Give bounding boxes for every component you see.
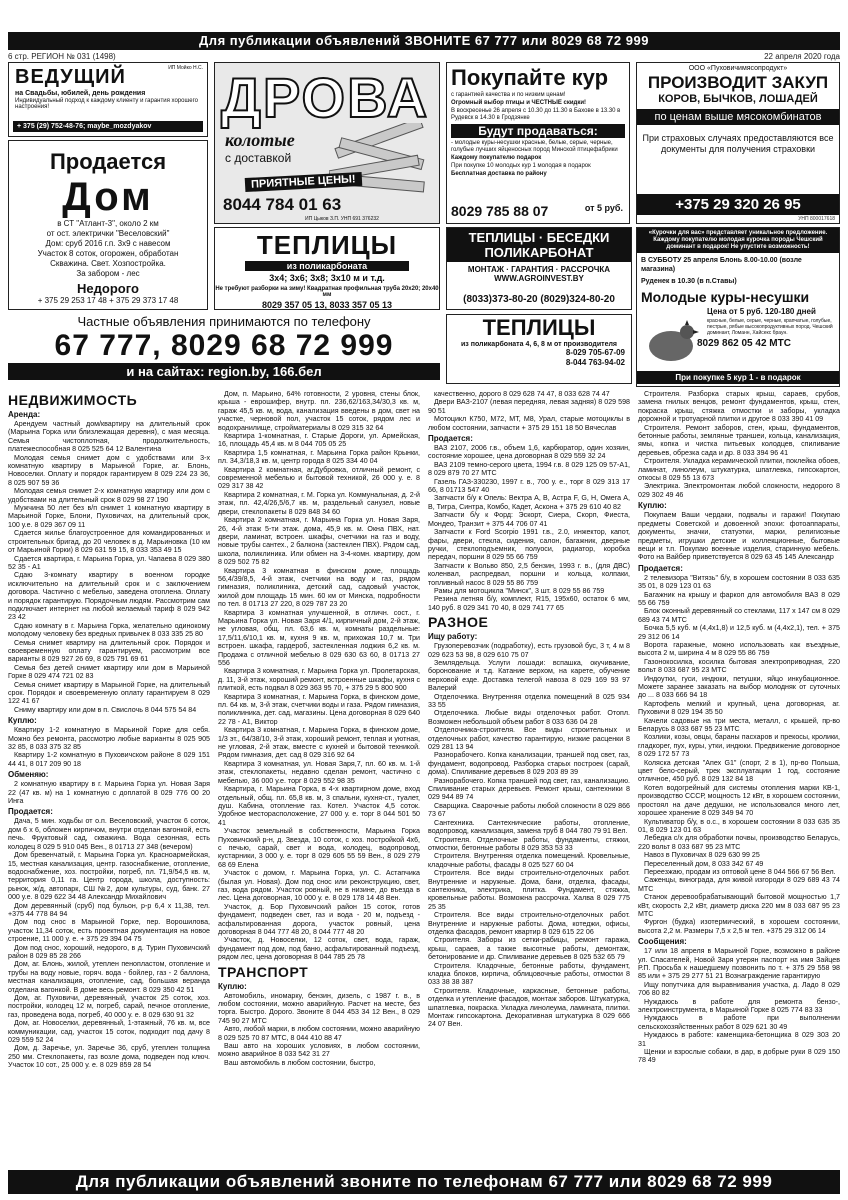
- classified-ad: Квартира 3 комнатная, г. Марьина Горка ул. Пролетарская, д. 11, 3-й этаж, хороший ремонт, встроенные шкафы, кухня с плиткой, есть подвал 8 029 363 95 70, + 375 29 5 800 900: [218, 667, 420, 693]
- ad-zakup-animals: КОРОВ, БЫЧКОВ, ЛОШАДЕЙ: [658, 93, 818, 105]
- ad-drova-sub1: колотые: [225, 130, 295, 150]
- ad-zakup-org: ООО «Пуховичимясопродукт»: [688, 65, 788, 72]
- classified-ad: Квартиру 1-2 комнатную в Пуховичском районе 8 029 151 44 41, 8 017 209 90 18: [8, 751, 210, 768]
- ad-teplitsy-polycarbonate: [214, 227, 440, 310]
- ad-teplitsy2-sub: МОНТАЖ · ГАРАНТИЯ · РАССРОЧКА: [467, 265, 611, 274]
- ad-zakup: [636, 62, 840, 224]
- classified-ad: Запчасти б/у к Опель: Вектра А, В, Астра F, G, H, Омега А, В, Тигра, Синтра, Комбо, Кадет, Аскона + 375 29 610 40 82: [428, 494, 630, 511]
- ad-chastnye-title: Частные объявления принимаются по телефону: [77, 314, 371, 329]
- ad-pokupaite-price: от 5 руб.: [584, 203, 623, 213]
- section-heading: НЕДВИЖИМОСТЬ: [8, 392, 138, 408]
- ad-pokupaite-line1: Огромный выбор птицы и ЧЕСТНЫЕ скидки!: [451, 100, 587, 106]
- classified-ad: Козлики, козы, овцы, бараны пасхаров и прекосы, кролики, гладкорег, пух, куры, утки, индюки. Предвижение договорное 8 029 172 57 73: [638, 733, 840, 759]
- classified-ad: Котел водогрейный для системы отопления марки КВ-1, производство СССР, мощность 12 кВт, в хорошем состоянии, простоял на даче дедушки, не использовался много лет, хорошее хранение 8 029 349 94 70: [638, 783, 840, 818]
- classified-ad: Дом, аг. Блонь, жилой, утеплен пенопластом, отопление и трубы на воду новые, горяч. вода - бойлер, газ - 2 баллона, местная канализация, отопление, сад, большая веранда отделана вагонкой. В доме весь ремонт. 8 029 350 42 51: [8, 960, 210, 994]
- classified-ad: 2 телевизора "Витязь" б/у, в хорошем состоянии 8 033 635 35 01, 8 029 123 01 63: [638, 573, 840, 591]
- classified-ad: Навоз в Пуховичах 8 029 630 99 25: [644, 851, 760, 860]
- ad-drova-ip: ИП Цыков З.П. УНП 691 376232: [305, 216, 379, 222]
- classified-ad: Бочка 5,5 куб. м (4,4х1,8) и 12,5 куб. м (4,4х2,1), тел. + 375 29 312 06 14: [638, 624, 840, 641]
- classified-ad: Строителя. Все виды строительно-отделочных работ. Внутренние и наружные. Дома, бани, отделка, фасады, сантехника, электрика, плитка. Фундамент, стяжка, кровельные работы. Возможна рассрочка. Халва 8 029 775 25 35: [428, 869, 630, 911]
- section-heading: РАЗНОЕ: [428, 614, 489, 631]
- classified-ad: Резина летняя б/у, комплект, R15, 195х60, остаток 6 мм, 140 руб. 8 029 341 70 40, 8 029 741 77 65: [428, 595, 630, 612]
- classified-ad: Газонокосилка, косилка бытовая электроприводная, 220 вольт 8 033 687 95 23 МТС: [638, 657, 840, 675]
- ad-dom-sub: Недорого: [77, 281, 139, 296]
- classified-ad: Грузоперевозчик (подработку), есть грузовой бус, 3 т, 4 м 8 029 623 53 98, 8 029 610 75 07: [428, 642, 630, 659]
- classified-ad: Семья снимет квартиру в Марьиной Горке, на длительный срок. Порядок и своевременную оплату гарантируем 8 029 122 41 67: [8, 680, 210, 706]
- classified-ad: Дом под снос в Марьиной Горке, пер. Ворошилова, участок 11,34 соток, есть проектная документация на новое строение, 11 000 у. е. + 375 29 394 04 75: [8, 918, 210, 944]
- classified-ad: Участок земельный в собственности, Марьина Горка Пуховичский р-н, д. Звезда, 10 соток, с хоз. постройкой 4х6, с печью, сарай, свет и вода, колодец, водопровод, кустарники, 3 000 у. е. торг 8 029 605 55 59 Вен., 8 029 279 68 69 Елена: [218, 827, 420, 869]
- ad-dom-title1: Продается: [49, 149, 167, 174]
- classified-ad: Ворота гаражные, можно использовать как въездные, высота 2 м, ширина 4 м 8 029 55 86 759: [638, 640, 840, 658]
- ad-vedushiy: [8, 62, 208, 137]
- classified-ad: Покупаем Ваши чердаки, подвалы и гаражи! Покупаю предметы Советской и довоенной эпохи: фотоаппараты, документы, значки, статуэтки, марки, религиозные предметы, игрушки детские и коллекционные, бытовые вещи и т.п. Покупаю военные изделия, старинную мебель. Фото на Вайбер приветствуется 8 029 63 45 145 Александр: [638, 511, 840, 562]
- subsection-heading: Куплю:: [8, 716, 37, 726]
- ad-pokupaite-bar: Будут продаваться:: [451, 124, 625, 138]
- classified-ad: Квартиру 1-2 комнатную в Марьиной Горке для себя. Можно без ремонта, рассмотрю любые варианты 8 025 905 32 85, 8 033 375 32 85: [8, 726, 210, 752]
- classified-ad: Отделочника. Любые виды отделочных работ. Отопл. Возможен небольшой объем работ 8 033 636 04 28: [428, 709, 630, 726]
- ad-teplitsy1-note: Не требуют разборки на зиму! Квадратная профильная труба 20х20; 20х40 мм: [215, 286, 439, 298]
- subsection-heading: Куплю:: [638, 501, 667, 511]
- classified-ad: Квартира 3 комнатная, г. Марьина Горка, в финском доме, 1/3 эт., 64/38/10, 3-й этаж, хороший ремонт, теплая и уютная, не угловая, 2-й этаж, вместе с кухней и бытовой техникой. Рядом гимназия, дет. сад 8 029 316 92 64: [218, 726, 420, 760]
- classified-ad: Квартира 2 комнатная, г. Марьина Горка ул. Новая Заря, 26, 4-й этаж 5-ти этаж. дома, 45,9 кв. м. Окна ПВХ, нат. двери, ламинат, встроен. шкафы, счетчики на газ и воду, новые трубы сантех., 2 балкона (застеклен ПВХ). Рядом сад, школа, поликлиника. Или обмен на 3-4-комн. квартиру, дом 8 029 502 75 82: [218, 516, 420, 567]
- bottom-banner: Для публикации объявлений звоните по телефонам 67 777 или 8029 68 72 999: [8, 1170, 840, 1194]
- ad-teplitsy2-title: ТЕПЛИЦЫ · БЕСЕДКИ ПОЛИКАРБОНАТ: [447, 228, 631, 262]
- ad-chastnye-sites: и на сайтах: region.by, 166.бел: [8, 363, 440, 380]
- classified-ad: Ваш автомобиль в любом состоянии, быстро,: [224, 1058, 376, 1067]
- classified-ad: Квартира 3 комнатная, ул. Новая Заря,7, пл. 60 кв. м. 1-й этаж, стеклопакеты, недавно сделан ремонт, частично с мебелью, 36 000 у.е. торг 8 029 552 98 35: [218, 759, 420, 785]
- ad-drova-sub2: с доставкой: [225, 151, 292, 165]
- ad-teplitsy3-sub: из поликарбоната 4, 6, 8 м от производителя: [460, 341, 618, 348]
- ad-vedushiy-ip: ИП Мойко Н.С.: [168, 65, 203, 71]
- hen-image: [643, 318, 699, 364]
- classified-ad: Запчасти б/у к Форд: Эскорт, Сиера, Скорп, Фиеста, Мондео, Транзит + 375 44 706 07 41: [428, 511, 630, 528]
- classified-ad: ВАЗ 2109 темно-серого цвета, 1994 г.в. 8 029 125 09 57-А1, 8 029 879 70 27 МТС: [428, 460, 630, 478]
- classified-ad: Дача, 5 мин. ходьбы от о.п. Веселовский, участок 6 соток, дом 6 х 6, обложен кирпичом, внутри отделан вагонкой, есть печь. Фруктовый сад, скважина. Вода сезонная, есть колодец 8 029 5 910 045 Вен., 8 01713 27 348 (вечером): [8, 817, 210, 851]
- classified-ad: Участок, д. Новоселки, 12 соток, свет, вода, гараж, фундамент под дом, под баню, асфальтированный подъезд, рядом лес, цена договорная 8 044 785 25 78: [218, 936, 420, 962]
- ad-kury-top: «Курочки для вас» представляет уникальное предложение. Каждому покупателю молодая курочка породы Чешский доминант в подарок! Не упустите возможность!: [637, 228, 839, 253]
- classified-ad: Разнорабочего. Копка траншей под свет, газ, канализацию. Спиливание старых деревьев. Ремонт крыш, сантехники 8 029 944 89 74: [428, 776, 630, 802]
- classified-ad: Щенки и взрослые собаки, в дар, в добрые руки 8 029 150 78 49: [638, 1048, 840, 1065]
- classified-ad: Нуждаюсь в работе для ремонта бензо-, электроинструмента, в Марьиной Горке 8 025 774 83 33: [638, 997, 840, 1015]
- ad-kury-sched1: В СУББОТУ 25 апреля Блонь 8.00-10.00 (возле магазина): [641, 257, 802, 273]
- classified-ad: Квартира 3 комнатная, г. Марьина Горка, в финском доме, пл. 64 кв. м, 3-й этаж, счетчики воды и газа. Рядом гимназия, поликлиника, дет. сад, магазины. Цена договорная 8 029 640 22 78 - А1, Виктор: [218, 692, 420, 726]
- subsection-heading: Продается:: [638, 563, 683, 573]
- classified-ad: Дом, аг. Пуховичи, деревянный, участок 25 соток, хоз. постройки, колодец 12 м, погреб, сарай, печное отопление, газ, проведена вода, погреб, 40 000 у. е. 8 029 630 91 32: [8, 994, 210, 1019]
- ad-dom-title2: Дом: [62, 175, 154, 219]
- ad-teplitsy1-phones: 8029 357 05 13, 8033 357 05 13: [261, 300, 393, 310]
- classified-ad: Сдается квартира, г. Марьина Горка, ул. Чапаева 8 029 380 52 35 - А1: [8, 554, 210, 571]
- ad-vedushiy-line2: Индивидуальный подход к каждому клиенту и гарантия хорошего настроения!: [15, 98, 198, 110]
- ad-drova: [214, 62, 440, 224]
- ad-kury-price: Цена от 5 руб. 120-180 дней: [707, 307, 816, 316]
- classified-ad: Запчасти к Ford Scorpio 1991 г.в., 2.0, инжектор, капот, фары, двери, стекла, сидения, салон, багажник, дверные ручки, стеклоподъемник, полуоси, радиатор, коробка передач, поршни 8 029 55 66 759: [428, 528, 630, 562]
- ad-dom-phones: + 375 29 253 17 48 + 375 29 373 17 48: [37, 296, 179, 305]
- classified-ad: Коляска детская "Апех G1" (спорт, 2 в 1), пр-во Польша, цвет бело-серый, трек эксплуатации 1 год, состояние отличное, 450 руб. 8 029 132 84 18: [638, 758, 840, 784]
- column-4: [638, 390, 840, 1165]
- issue-number: 6 стр. РЕГИОН № 031 (1498): [8, 52, 116, 61]
- classified-ad: Рамы для мотоцикла "Минск", 3 шт. 8 029 55 86 759: [434, 586, 605, 595]
- classified-ad: Газель ГАЗ-330230, 1997 г. в., 700 у. е., торг 8 029 313 17 66, 8 01713 547 40: [428, 477, 630, 495]
- subsection-heading: Аренда:: [8, 410, 41, 419]
- classified-ad: Отделочника-строителя. Все виды строительных и отделочных работ, качество гарантирую, низкие расценки 8 029 281 13 94: [428, 726, 630, 752]
- ad-teplitsy3-phone2: 8-044 763-94-02: [565, 358, 625, 367]
- classified-ad: Культиватор б/у, в о.с., в хорошем состоянии 8 033 635 35 01, 8 029 123 01 63: [638, 817, 840, 834]
- ad-chastnye: [8, 314, 440, 384]
- classified-ad: Участок с домом, г. Марьина Горка, ул. С. Астапчика (былая ул. Новая). Дом под снос или реконструкцию, свет, газ, вода рядом. Участок ровный, не в низине, до въезда в лес. Цена договорная, 10 000 у. е. 8 029 178 14 48 Вен.: [218, 869, 420, 903]
- ad-dom-line4: Участок 8 соток, огорожен, обработан: [37, 249, 179, 258]
- classified-ad: Ищу попутчика для выравнивания участка, д. Ладо 8 029 706 80 82: [638, 980, 840, 998]
- classified-ad: Строителя. Заборы из сетки-рабицы, ремонт гаража, крыш, сараев, а также высотные работы, демонтаж, бетонирование и др. Спиливание деревьев 8 025 532 65 79: [428, 936, 630, 962]
- classified-ad: Индоутки, гуси, индюки, петушки, яйцо инкубационное. Можете заранее заказать на выбор молодняк от суточных до ... 8 033 666 94 18: [638, 674, 840, 700]
- ad-dom: [8, 140, 208, 310]
- ad-pokupaite-phone: 8029 785 88 07: [451, 203, 549, 219]
- ad-kury-sched2: Руденек в 10.30 (в п.Ставы): [641, 278, 737, 285]
- classified-ad: Арендуем частный дом/квартиру на длительный срок (Марьина Горка или близлежащая деревня), с мая месяца. Семья чистоплотная, продолжительность, платежеспособная 8 025 525 64 12 Валентина: [8, 420, 210, 454]
- classified-ad: Картофель мелкий и крупный, цена договорная, аг. Пуховичи 8 029 194 35 50: [638, 699, 840, 717]
- classified-ad: Молодая семья снимет 2-х комнатную квартиру или дом с удобствами на длительный срок 8 029 98 27 190: [8, 487, 210, 504]
- classified-ad: Квартира, г. Марьина Горка, в 4-х квартирном доме, вход отдельный, общ. пл. 65,8 кв. м, 3 спальни, кухня-ст., туалет, душ. Кабина, отопление газ. Котел. Участок 4,5 соток. Удобное месторасположение, 27 000 у. е. торг 8 044 501 50 41: [218, 785, 420, 827]
- ad-pokupaite-kur: [446, 62, 630, 224]
- classified-ad: ВАЗ 2107, 2006 г.в., объем 1,6, карбюратор, один хозяин, состояние хорошее, цена договорная 8 029 559 32 24: [428, 444, 630, 461]
- classified-ad: 2 комнатную квартиру в г. Марьина Горка ул. Новая Заря 22 (47 кв. м) на 1 комнатную с доплатой 8 029 776 00 20 Инга: [8, 780, 210, 806]
- column-3: [428, 390, 630, 1165]
- classified-ad: Дом бревенчатый, г. Марьина Горка ул. Красноармейская, 15, местная канализация, центр. газоснабжение, отопление, водоснабжение, хоз. постройки, погреб, пл. 71,9/54,5 кв. м, территория 0,11 га. Центр города, школа, доступность: рынок, ж/д, автопарк, СШ №2, дом культуры, суд, банк. 27 000 у.е. 8 029 622 34 48 Александр Михайлович: [8, 851, 210, 902]
- ad-zakup-unp: УНП 800017618: [798, 216, 835, 222]
- classified-ad: Строителя. Ремонт заборов, стен, крыш, фундаментов, бетонные работы, земляные траншеи, кольца, канализация, ямы, копка и чистка питьевых колодцев, спиливание деревьев, обрезка сада и др. 8 033 394 96 41: [638, 423, 840, 457]
- ad-zakup-bar: по ценам выше мясокомбинатов: [637, 109, 839, 125]
- classified-ad: Отделочника. Внутренняя отделка помещений 8 025 934 33 55: [428, 692, 630, 709]
- classified-ad: Строителя. Разборка старых крыш, сараев, срубов, замена гнилых венцов, ремонт фундаментов, крыш, стен, покраска крыш, стяжка отмостки и заборы, укладка дорожной и тротуарной плитки и другое 8 033 390 41 09: [638, 390, 840, 424]
- classified-ad: Ваш авто на хороших условиях, в любом состоянии, можно аварийное 8 033 542 31 27: [218, 1042, 420, 1059]
- classified-ad: Строителя. Кладочные, бетонные работы, фундамент, кладка блоков, кирпича, облицовочные работы, отмостки 8 033 38 38 387: [428, 961, 630, 987]
- classified-ad: Автомобиль, иномарку, бензин, дизель, с 1987 г. в., в любом состоянии, можно аварийную. Расчет на месте, без торга. Быстро. Дорого. Звоните 8 044 453 34 12 Вен., 8 029 745 90 27 МТС: [218, 991, 420, 1025]
- classified-ad: Мужчина 50 лет без в/п снимет 1 комнатную квартиру в Марьиной Горке, Блони, Пуховичах, на длительный срок, 100 у.е. 8 029 367 09 11: [8, 504, 210, 529]
- classified-ad: Квартира 3 комнатная улучшенной, в отличн. сост., г. Марьина Горка ул. Новая Заря 4/1, кирпичный дом, 2-й этаж, не угловая, общ. пл. 63,6 кв. м, комнаты раздельные: 17,5/11,6/10,1 кв. м, кухня 9 кв. м, прихожая 10,7 м. Три встроен. шкафа, гардероб, застекленная лоджия 6,2 кв. м. Продажа с отличной мебелью 8 029 630 63 60, 8 01713 27 556: [218, 608, 420, 667]
- ad-pokupaite-tagline: с гарантией качества и по низким ценам!: [451, 92, 566, 98]
- ad-kury-phone: 8029 862 05 42 МТС: [697, 338, 791, 349]
- classified-ad: Двери ВАЗ-2107 (левая передняя, левая задняя) 8 029 598 90 51: [428, 398, 630, 415]
- ad-teplitsy1-dims: 3х4; 3х6; 3х8; 3х10 м и т.д.: [269, 273, 385, 283]
- classified-ad: Блок оконный деревянный со стеклами, 117 х 147 см 8 029 689 43 74 МТС: [638, 607, 840, 624]
- ad-pokupaite-title: Покупайте кур: [451, 65, 609, 90]
- classified-ad: Дом деревянный (сруб) под бульон, р-р 6,4 х 11,38, тел. +375 44 778 84 94: [8, 901, 210, 918]
- classified-ad: Сниму квартиру или дом в п. Свислочь 8 044 575 54 84: [14, 705, 197, 714]
- ad-teplitsy-producer: [446, 314, 632, 384]
- classified-ad: Дом, аг. Новоселки, деревянный, 1-этажный, 76 кв. м, все коммуникации, сад, участок 15 соток, подходит под дачу 8 029 559 52 24: [8, 1019, 210, 1045]
- ad-dom-line5: Скважина. Свет. Хозпостройка.: [50, 259, 166, 268]
- subsection-heading: Ищу работу:: [428, 632, 478, 642]
- classified-ad: Дом, д. Заречье, ул. Заречье 36, сруб, утеплен толщина 250 мм. Стеклопакеты, газ возле дома, подведен под ключ. Участок 10 сот., 25 000 у. е. 8 029 859 28 54: [8, 1044, 210, 1070]
- ad-pokupaite-line3: - молодые куры-несушки красные, белые, серые, черные, голубые лучших яйценосных пород Минской птицефабрики: [451, 140, 618, 153]
- classified-ad: Квартира 1-комнатная, г. Старые Дороги, ул. Армейская, 16, площадь 45,4 кв. м 8 044 705 05 25: [218, 432, 420, 449]
- classified-ad: Сварщика. Сварочные работы любой сложности 8 029 866 73 67: [428, 801, 630, 819]
- ad-drova-title: ДРОВА: [221, 66, 430, 129]
- classified-ad: Строителя. Отделочные работы, фундаменты, стяжки, отмостки, бетонные работы 8 029 353 53 33: [428, 835, 630, 852]
- classified-ad: 17 или 18 апреля в Марьиной Горке, возможно в районе ул. Спасателей, Новой Заря утерян паспорт на имя Зайцев Р.П. Просьба к нашедшему позвонить по т. + 375 29 558 98 85 или + 375 29 277 51 21 Вознаграждение гарантирую: [638, 947, 840, 981]
- ad-pokupaite-line2: В воскресенье 26 апреля с 10.30 до 11.30 в Бахове в 13.30 в Рудевск в 14.30 в Гродзянке: [451, 108, 621, 121]
- classified-ad: Квартира 1,5 комнатная, г. Марьина Горка район Крынки, пл. 34,3/18,3 кв. м, центр города 8 025 334 40 04: [218, 448, 420, 466]
- ad-dom-line1: в СТ "Атлант-3", около 2 км: [57, 219, 159, 228]
- ad-teplitsy1-sub: из поликарбоната: [245, 261, 409, 271]
- ad-kury-nesushki: [636, 227, 840, 387]
- classified-ad: Качели садовые на три места, металл, с крышей, пр-во Беларусь 8 033 687 95 23 МТС: [638, 716, 840, 734]
- classifieds: [8, 390, 840, 1165]
- classified-ad: Нуждаюсь в работе: каменщика-бетонщика 8 029 303 20 31: [638, 1031, 840, 1048]
- classified-ad: Электрика. Электромонтаж любой сложности, недорого 8 029 302 49 46: [638, 482, 840, 499]
- subsection-heading: Обменяю:: [8, 770, 49, 780]
- classified-ad: Квартира 3 комнатная в финском доме, площадь 56,4/39/8,5, 4-й этаж, счетчики на воду и газ, рядом гимназия, поликлиника, детский сад, садовый участок, жилой дом площадь 15 мин. 60 км от Минска, подробности по тел. 8 01713 27 220, 8 029 787 23 20: [218, 566, 420, 609]
- ad-kury-title: Молодые куры-несушки: [641, 289, 810, 305]
- classified-ad: Квартира 2 комнатная, аг.Дубровка, отличный ремонт, с современной мебелью и бытовой техникой, 26 000 у. е. 8 029 317 38 42: [218, 465, 420, 491]
- classified-ad: Строителя. Внутренняя отделка помещений. Кровельные, кладочные работы, фасады 8 025 527 60 04: [428, 852, 630, 869]
- classified-ad: Авто, любой марки, в любом состоянии, можно аварийную 8 029 525 70 87 МТС, 8 044 410 88 47: [218, 1025, 420, 1042]
- subsection-heading: Продается:: [428, 434, 473, 444]
- classified-ad: Фургон (будка) изотермический, в хорошем состоянии, высота 2,2 м. Размеры 7,5 х 2,5 м тел. +375 29 312 06 14: [638, 918, 840, 935]
- ad-vedushiy-line1: на Свадьбы, юбилей, день рождения: [15, 90, 146, 97]
- classified-ad: Дом, п. Марьино, 64% готовности, 2 уровня, стены блок, крыша - еврошифер, внутр. пл. 236,62/163,34/30,3 кв. м, гараж 45,5 кв. м, вода, канализация введены в дом, свет на участке, черновой пол, участок 15 соток, рядом лес и водохранилище, стройматериалы 8 029 315 32 64: [218, 390, 420, 432]
- ad-teplitsy1-title: ТЕПЛИЦЫ: [256, 230, 398, 260]
- classified-ad: Сдаю 3-комнату квартиру в военном городке исключительно на длительный срок и с заключением договора. Частично с мебелью, заведена отоплена. Оплату и порядок гарантирую. Порядочным людям. Рассмотрим сам подключает интернет на любой желаемый тариф 8 029 942 23 42: [8, 571, 210, 622]
- ad-zakup-text: При страховых случаях предоставляются все документы для получения страховки: [642, 133, 834, 154]
- ad-pokupaite-line4: Каждому покупателю подарок: [451, 155, 542, 161]
- ad-pokupaite-line6: Бесплатная доставка по району: [451, 171, 547, 177]
- ad-drova-phone: 8044 784 01 63: [223, 195, 342, 214]
- ad-dom-line6: За забором - лес: [76, 269, 140, 278]
- classified-ad: Станок деревообрабатывающий бытовой мощностью 1,7 кВт, скорость 2,2 кВт, диаметр диска 220 мм 8 033 687 95 23 МТС: [638, 893, 840, 918]
- classified-ad: Нуждаюсь в работе при выполнении сельскохозяйственных работ 8 029 621 30 49: [638, 1014, 840, 1031]
- classified-ad: Лебедка с/х для обработки почвы, производство Беларусь, 220 вольт 8 033 687 95 23 МТС: [638, 834, 840, 851]
- classified-ad: Молодая семья снимет дом с удобствами или 3-х комнатную квартиру в Марьиной Горке, аг. Блонь, Новоселки. Оплату и порядок гарантируем 8 029 224 23 36, 8 025 907 59 36: [8, 453, 210, 487]
- column-1: [8, 390, 210, 1165]
- classified-ad: Квартира 2 комнатная, г. М. Горка ул. Коммунальная, д. 2-й этаж, пл. 42,4/26,5/6,7 кв. м, раздельный санузел, новые двери, стеклопакеты 8 029 848 34 60: [218, 490, 420, 516]
- classified-ad: Багажник на крышу и фаркоп для автомобиля ВАЗ 8 029 55 66 759: [638, 590, 840, 607]
- ad-kury-desc: красные, белые, серые, черные, крапчатые, голубые, пестрые, рябые высокопродуктивных пород. Чешский доминант, Ломанн, Хайсекс браун.: [707, 318, 833, 336]
- classified-ad: Запчасти к Вольво 850, 2,5 бензин, 1993 г. в., (для ДВС) коленвал, распредвал, поршни и кольца, колпаки, топливный насос 8 029 55 86 759: [428, 561, 630, 587]
- ad-teplitsy2-phones: (8033)373-80-20 (8029)324-80-20: [463, 294, 615, 305]
- classified-ad: Строителя. Все виды строительно-отделочных работ. Внутренние и наружные работы. Дома, котеджи, офисы, отделка фасадов, ремонт квартир 8 029 615 22 06: [428, 911, 630, 936]
- subsection-heading: Куплю:: [218, 981, 247, 991]
- ad-dom-line2: от ост. электрички "Веселовский": [46, 229, 170, 238]
- classified-ad: Сдается жилье благоустроенное для командированных и строительных бригад, до 20 человек в д. Марьиновка (10 км от Марьиной Горки) 8 029 631 59 15, 8 033 353 49 15: [8, 529, 210, 555]
- section-heading: ТРАНСПОРТ: [218, 963, 309, 980]
- ad-teplitsy3-title: ТЕПЛИЦЫ: [482, 315, 596, 340]
- classified-ad: Участок, д. Бор Пуховичский район 15 соток, готов фундамент, подведен свет, газ и вода - 20 м, подъезд - асфальтированная дорога, участок ровный, цена договорная 8 044 777 48 20, 8 044 777 48 20: [218, 902, 420, 936]
- classified-ad: Семья снимет квартиру на длительный срок. Порядок и своевременную оплату гарантируем, рассмотрим все варианты 8 029 927 26 69, 8 025 791 69 61: [8, 638, 210, 664]
- classified-ad: качественно, дорого 8 029 628 74 47, 8 033 628 74 47: [434, 390, 610, 398]
- classified-ad: Семья без детей снимет квартиру или дом в Марьиной Горке 8 029 474 721 02 83: [8, 663, 210, 681]
- subsection-heading: Сообщения:: [638, 937, 687, 947]
- issue-date: 22 апреля 2020 года: [764, 52, 840, 61]
- ad-pokupaite-line5: При покупке 10 молодых кур 1 молодая в подарок: [451, 163, 591, 169]
- classified-ad: Разнорабочего. Копка канализации, траншей под свет, газ, фундамент, водопровод. Разборка старых построек (сарай, дома). Спиливание деревьев 8 029 203 89 39: [428, 751, 630, 777]
- ad-teplitsy3-phone1: 8-029 705-67-09: [565, 348, 625, 357]
- classified-ad: Переезжаю, продам из оптовой цене 8 044 566 67 56 Вел.: [644, 867, 836, 876]
- ad-kury-bottom: При покупке 5 кур 1 - в подарок: [637, 371, 839, 384]
- ad-zakup-phone: +375 29 320 26 95: [637, 194, 839, 215]
- classified-ad: Строителя. Укладка керамической плитки, поклейка обоев, ламинат, линолеум, штукатурка, шпатлевка, гипсокартон, откосы 8 029 55 13 673: [638, 457, 840, 483]
- classified-ad: Землядельца. Услуги лошади: вспашка, окучивание, боронование и т.д. Катание верхом, на карете, обучение верховой езде. Доставка телегой навоза 8 029 169 93 97 Валерий: [428, 658, 630, 693]
- ad-chastnye-phone: 67 777, 8029 68 72 999: [54, 329, 394, 362]
- ad-dom-line3: Дом: сруб 2016 г.п. 3х9 с навесом: [45, 239, 171, 248]
- subsection-heading: Продается:: [8, 807, 53, 817]
- ad-vedushiy-phone: + 375 (29) 752-48-76; maybe_mozdyakov: [13, 121, 203, 132]
- ad-teplitsy-besedki: [446, 227, 632, 310]
- ad-vedushiy-title: ВЕДУЩИЙ: [15, 66, 126, 88]
- classified-ad: Саженцы, винограда, для живой изгороди 8 029 689 43 74 МТС: [638, 876, 840, 893]
- classified-ad: Мотоцикл К750, М72, МТ, М8, Урал, старые мотоциклы в любом состоянии, запчасти + 375 29 151 18 50 Вячеслав: [428, 415, 630, 432]
- ad-teplitsy2-web: WWW.AGROINVEST.BY: [494, 274, 584, 283]
- classified-ad: Дом под снос, хороший, недорого, в д. Турин Пуховичский район 8 029 85 28 266: [8, 943, 210, 960]
- top-banner: Для публикации объявлений ЗВОНИТЕ 67 777 или 8029 68 72 999: [8, 32, 840, 50]
- classified-ad: Строителя. Кладочные, каркасные, бетонные работы, отделка и утепление фасадов, монтаж заборов. Штукатурка, шпатлевка, покраска. Укладка линолеума, ламината, плитки. Монтаж гипсокартона. Декоративная штукатурка 8 029 666 24 07 Вен.: [428, 986, 630, 1029]
- column-2: [218, 390, 420, 1165]
- classified-ad: Сдаю комнату в г. Марьина Горка, желательно одинокому молодому человеку без вредных привычек 8 033 335 25 80: [8, 621, 210, 639]
- classified-ad: Сантехника. Сантехнические работы, отопление, водопровод, канализация, замена труб 8 044 780 79 91 Вел.: [428, 818, 630, 836]
- ad-drova-tag: ПРИЯТНЫЕ ЦЕНЫ!: [245, 172, 362, 192]
- classified-ad: Переселенный дом, 8 033 342 67 49: [644, 859, 764, 868]
- ad-zakup-title: ПРОИЗВОДИТ ЗАКУП: [647, 73, 829, 92]
